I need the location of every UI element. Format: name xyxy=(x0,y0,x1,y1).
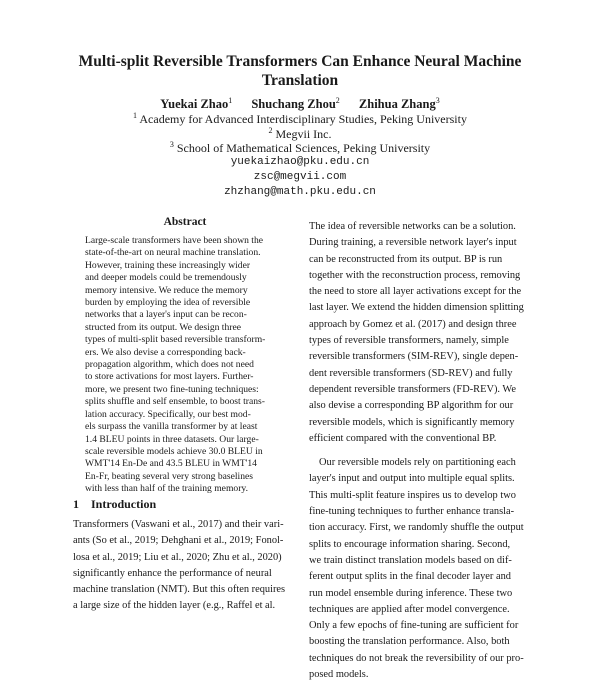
introduction-body xyxy=(73,517,298,615)
paper-title: Multi-split Reversible Transformers Can Enhance Neural Machine Translation xyxy=(78,53,522,89)
text-line: machine translation (NMT). But this often requires xyxy=(73,584,286,596)
abstract-heading: Abstract xyxy=(163,216,207,228)
text-line: more, we present two fine-tuning techniques: xyxy=(85,383,259,395)
text-line: Transformers (Vaswani et al., 2017) and their vari- xyxy=(73,519,284,530)
text-line: Large-scale transformers have been shown the xyxy=(85,235,264,246)
section-title: Introduction xyxy=(91,497,157,511)
right-paragraph-1 xyxy=(309,219,537,447)
text-line: dependent reversible transformers (FD-REV). We xyxy=(309,383,517,395)
author-list xyxy=(0,97,600,112)
email-1[interactable]: yuekaizhao@pku.edu.cn xyxy=(230,156,370,168)
text-line: fine-tuning techniques to further enhance transla- xyxy=(309,506,515,518)
text-line: propagation algorithm, which does not need xyxy=(85,359,254,371)
text-line: els surpass the vanilla transformer by at least xyxy=(85,421,258,433)
text-line: splits shuffle and self ensemble, to boost trans- xyxy=(85,396,265,408)
text-line: ers. We also devise a corresponding back- xyxy=(85,346,246,358)
text-line: reversible models, which is significantly memory xyxy=(309,416,515,428)
affiliation-1: $^1$ Academy for Advanced Interdisciplinary Studies, Peking University xyxy=(133,111,467,126)
text-line: tion accuracy. First, we randomly shuffle the output xyxy=(309,522,524,534)
text-line: types of multi-split based reversible transform- xyxy=(85,334,266,346)
author-1: Yuekai Zhao$^1$ xyxy=(160,95,233,111)
text-line: we train distinct translation models based on dif- xyxy=(309,554,512,566)
email-3[interactable]: zhzhang@math.pku.edu.cn xyxy=(224,186,376,198)
text-line: 1.4 BLEU points in three datasets. Our large- xyxy=(85,433,259,445)
text-line: networks that a layer's input can be recon- xyxy=(85,309,247,321)
text-line: posed models. xyxy=(309,669,369,681)
right-paragraph-2 xyxy=(309,455,537,683)
text-line: dent reversible transformers (SD-REV) and fully xyxy=(309,367,513,379)
text-line: burden by employing the idea of reversible xyxy=(85,297,251,309)
text-line: significantly enhance the performance of neural xyxy=(73,567,272,579)
right-column xyxy=(309,219,537,683)
text-line: ferent output splits in the final decoder layer and xyxy=(309,571,511,583)
text-line: scale reversible models achieve 30.0 BLEU in xyxy=(85,445,263,457)
email-list xyxy=(0,155,600,200)
text-line: run model ensemble during inference. These two xyxy=(309,587,513,599)
text-line: However, training these increasingly wider xyxy=(85,259,251,271)
email-2[interactable]: zsc@megvii.com xyxy=(253,171,347,183)
affiliation-2: $^2$ Megvii Inc. xyxy=(268,125,332,141)
text-line: and deeper models could be tremendously xyxy=(85,272,247,284)
text-line: with less than half of the training memory. xyxy=(85,483,248,495)
affiliation-list xyxy=(0,112,600,156)
text-line: Only a few epochs of fine-tuning are sufficient for xyxy=(309,620,519,632)
text-line: losa et al., 2019; Liu et al., 2020; Zhu et al., 2020) xyxy=(73,551,282,563)
text-line: During training, a reversible network layer's input xyxy=(309,237,517,249)
author-2: Shuchang Zhou$^2$ xyxy=(251,95,340,111)
abstract-body xyxy=(85,235,285,496)
author-3: Zhihua Zhang$^3$ xyxy=(358,95,440,111)
text-line: WMT'14 En-De and 43.5 BLEU in WMT'14 xyxy=(85,458,257,470)
text-line: also devise a corresponding BP algorithm for our xyxy=(309,400,514,412)
section-number: 1 xyxy=(73,497,79,511)
text-line: memory intensive. We reduce the memory xyxy=(85,284,248,296)
text-line: Our reversible models rely on partitioning each xyxy=(319,457,516,469)
text-line: splits to encourage information sharing. Second, xyxy=(309,538,511,550)
text-line: techniques are applied after model convergence. xyxy=(309,603,510,615)
text-line: ants (So et al., 2019; Dehghani et al., 2019; Fonol- xyxy=(73,535,284,547)
text-line: This multi-split feature inspires us to develop two xyxy=(309,489,516,501)
text-line: a large size of the hidden layer (e.g., Raffel et al. xyxy=(73,600,276,612)
text-line: state-of-the-art on neural machine translation. xyxy=(85,247,261,259)
text-line: En-Fr, beating several very strong baselines xyxy=(85,470,253,482)
text-line: The idea of reversible networks can be a solution. xyxy=(309,221,516,232)
introduction-heading xyxy=(73,497,156,512)
affiliation-3: $^3$ School of Mathematical Sciences, Peking University xyxy=(169,140,431,155)
text-line: to store activations for most layers. Further- xyxy=(85,371,254,383)
text-line: lation accuracy. Specifically, our best mod- xyxy=(85,408,251,420)
text-line: together with the reconstruction process, removing xyxy=(309,269,521,281)
text-line: types of reversible transformers, namely, simple xyxy=(309,335,509,347)
text-line: structed from its output. We design three xyxy=(85,321,241,333)
text-line: can be reconstructed from its output. BP is run xyxy=(309,253,503,265)
text-line: layer's input and output into multiple equal splits. xyxy=(309,473,515,485)
text-line: last layer. We extend the hidden dimension splitting xyxy=(309,302,524,314)
text-line: techniques do not break the reversibility of our pro- xyxy=(309,652,524,664)
text-line: boosting the translation performance. Also, both xyxy=(309,636,510,648)
text-line: reversible transformers (SIM-REV), single depen- xyxy=(309,351,519,363)
text-line: the need to store all layer activations except for the xyxy=(309,286,522,298)
text-line: efficient compared with the conventional BP. xyxy=(309,432,497,444)
text-line: approach by Gomez et al. (2017) and design three xyxy=(309,318,517,330)
